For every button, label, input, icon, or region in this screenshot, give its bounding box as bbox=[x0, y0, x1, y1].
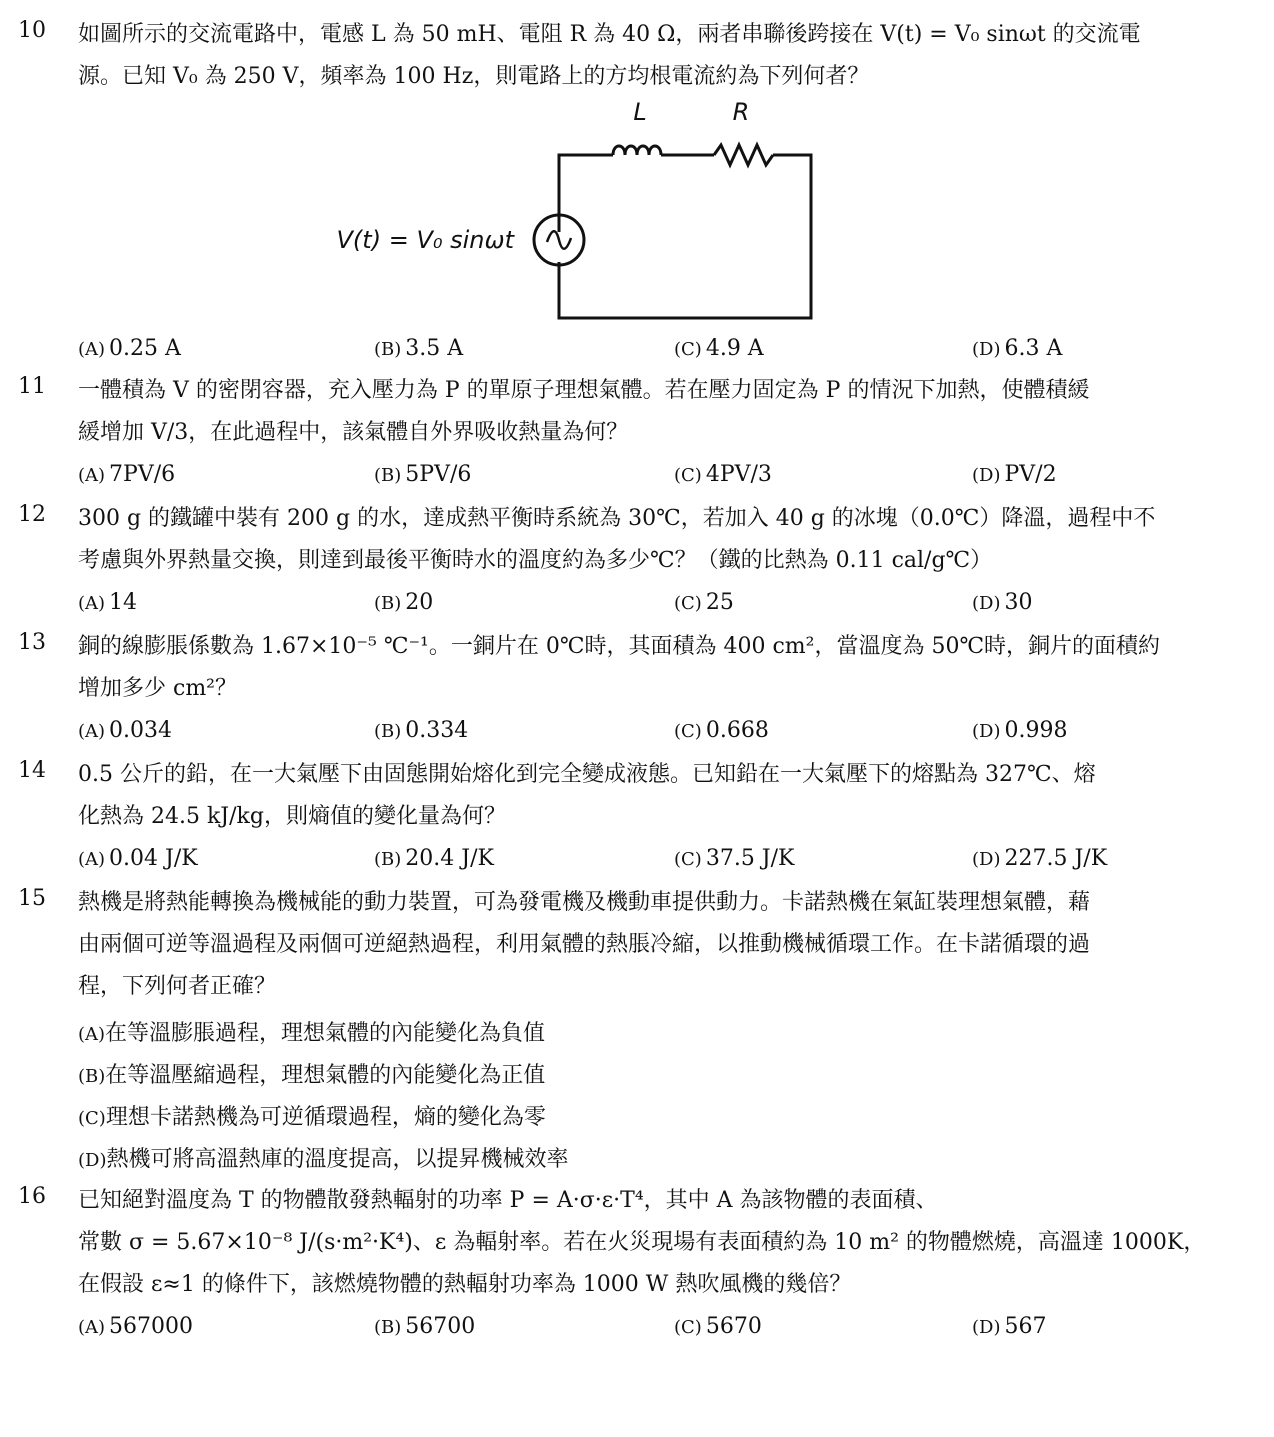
question-number: 11 bbox=[18, 374, 46, 399]
statement-a[interactable]: (A)在等溫膨脹過程，理想氣體的內能變化為負值 bbox=[78, 1021, 546, 1046]
option-c[interactable]: (C) 37.5 J/K bbox=[674, 846, 795, 871]
stem-line: 300 g 的鐵罐中裝有 200 g 的水，達成熱平衡時系統為 30℃，若加入 40 g 的冰塊（0.0℃）降溫，過程中不 bbox=[78, 506, 1156, 531]
statement-c[interactable]: (C)理想卡諾熱機為可逆循環過程，熵的變化為零 bbox=[78, 1105, 546, 1130]
stem-line: 熱機是將熱能轉換為機械能的動力裝置，可為發電機及機動車提供動力。卡諾熱機在氣缸裝理想氣體，藉 bbox=[78, 890, 1091, 915]
question-number: 13 bbox=[18, 630, 46, 655]
stem-line: 已知絕對溫度為 T 的物體散發熱輻射的功率 P = A·σ·ε·T⁴，其中 A 為該物體的表面積、 bbox=[78, 1188, 938, 1213]
option-d[interactable]: (D) 0.998 bbox=[972, 718, 1068, 743]
option-a[interactable]: (A) 567000 bbox=[78, 1314, 194, 1339]
option-a[interactable]: (A) 0.25 A bbox=[78, 336, 181, 361]
option-c[interactable]: (C) 4PV/3 bbox=[674, 462, 772, 487]
options-14 bbox=[78, 846, 1258, 880]
options-16 bbox=[78, 1314, 1258, 1348]
stem-line: 化熱為 24.5 kJ/kg，則熵值的變化量為何？ bbox=[78, 804, 506, 829]
option-d[interactable]: (D) 227.5 J/K bbox=[972, 846, 1108, 871]
option-b[interactable]: (B) 56700 bbox=[374, 1314, 476, 1339]
question-stem bbox=[78, 626, 1258, 710]
stem-line: 考慮與外界熱量交換，則達到最後平衡時水的溫度約為多少℃？（鐵的比熱為 0.11 cal/g℃） bbox=[78, 548, 993, 573]
source-label: V(t) = V₀ sinωt bbox=[336, 226, 514, 254]
option-b[interactable]: (B) 0.334 bbox=[374, 718, 469, 743]
question-stem bbox=[78, 1180, 1258, 1306]
stem-line: 常數 σ = 5.67×10⁻⁸ J/(s·m²·K⁴)、ε 為輻射率。若在火災現場有表面積約為 10 m² 的物體燃燒，高溫達 1000K， bbox=[78, 1230, 1206, 1255]
question-number: 16 bbox=[18, 1184, 46, 1209]
option-d[interactable]: (D) PV/2 bbox=[972, 462, 1057, 487]
question-number: 15 bbox=[18, 886, 46, 911]
question-stem bbox=[78, 498, 1258, 582]
stem-line: 一體積為 V 的密閉容器，充入壓力為 P 的單原子理想氣體。若在壓力固定為 P 的情況下加熱，使體積緩 bbox=[78, 378, 1090, 403]
stem-line: 由兩個可逆等溫過程及兩個可逆絕熱過程，利用氣體的熱脹冷縮，以推動機械循環工作。在卡諾循環的過 bbox=[78, 932, 1091, 957]
question-number: 14 bbox=[18, 758, 46, 783]
option-a[interactable]: (A) 0.04 J/K bbox=[78, 846, 198, 871]
stem-line: 在假設 ε≈1 的條件下，該燃燒物體的熱輻射功率為 1000 W 熱吹風機的幾倍？ bbox=[78, 1272, 852, 1297]
question-stem bbox=[78, 370, 1258, 454]
option-a[interactable]: (A) 7PV/6 bbox=[78, 462, 176, 487]
stem-line: 源。已知 V₀ 為 250 V，頻率為 100 Hz，則電路上的方均根電流約為下列何者？ bbox=[78, 64, 870, 89]
question-stem bbox=[78, 14, 1258, 98]
stem-line: 程，下列何者正確？ bbox=[78, 974, 277, 999]
option-b[interactable]: (B) 3.5 A bbox=[374, 336, 464, 361]
options-12 bbox=[78, 590, 1258, 624]
option-a[interactable]: (A) 14 bbox=[78, 590, 138, 615]
option-d[interactable]: (D) 6.3 A bbox=[972, 336, 1063, 361]
options-13 bbox=[78, 718, 1258, 752]
option-d[interactable]: (D) 30 bbox=[972, 590, 1033, 615]
question-stem bbox=[78, 754, 1258, 838]
inductor-label: L bbox=[633, 98, 647, 126]
option-b[interactable]: (B) 5PV/6 bbox=[374, 462, 472, 487]
stem-line: 緩增加 V/3，在此過程中，該氣體自外界吸收熱量為何？ bbox=[78, 420, 629, 445]
question-number: 10 bbox=[18, 18, 46, 43]
statement-d[interactable]: (D)熱機可將高溫熱庫的溫度提高，以提昇機械效率 bbox=[78, 1147, 569, 1172]
circuit-diagram bbox=[328, 92, 828, 328]
stem-line: 如圖所示的交流電路中，電感 L 為 50 mH、電阻 R 為 40 Ω，兩者串聯後跨接在 V(t) = V₀ sinωt 的交流電 bbox=[78, 22, 1141, 47]
ac-wave-icon bbox=[547, 231, 571, 249]
stem-line: 增加多少 cm²？ bbox=[78, 676, 237, 701]
question-number: 12 bbox=[18, 502, 46, 527]
options-10 bbox=[78, 336, 1258, 370]
option-d[interactable]: (D) 567 bbox=[972, 1314, 1047, 1339]
option-a[interactable]: (A) 0.034 bbox=[78, 718, 173, 743]
statement-b[interactable]: (B)在等溫壓縮過程，理想氣體的內能變化為正值 bbox=[78, 1063, 546, 1088]
option-b[interactable]: (B) 20.4 J/K bbox=[374, 846, 494, 871]
option-c[interactable]: (C) 0.668 bbox=[674, 718, 769, 743]
options-11 bbox=[78, 462, 1258, 496]
option-b[interactable]: (B) 20 bbox=[374, 590, 434, 615]
option-c[interactable]: (C) 25 bbox=[674, 590, 734, 615]
option-c[interactable]: (C) 5670 bbox=[674, 1314, 762, 1339]
option-c[interactable]: (C) 4.9 A bbox=[674, 336, 764, 361]
resistor-label: R bbox=[732, 98, 750, 126]
stem-line: 0.5 公斤的鉛，在一大氣壓下由固態開始熔化到完全變成液態。已知鉛在一大氣壓下的熔點為 327℃、熔 bbox=[78, 762, 1096, 787]
stem-line: 銅的線膨脹係數為 1.67×10⁻⁵ ℃⁻¹。一銅片在 0℃時，其面積為 400 cm²，當溫度為 50℃時，銅片的面積約 bbox=[78, 634, 1161, 659]
question-stem bbox=[78, 882, 1258, 1008]
